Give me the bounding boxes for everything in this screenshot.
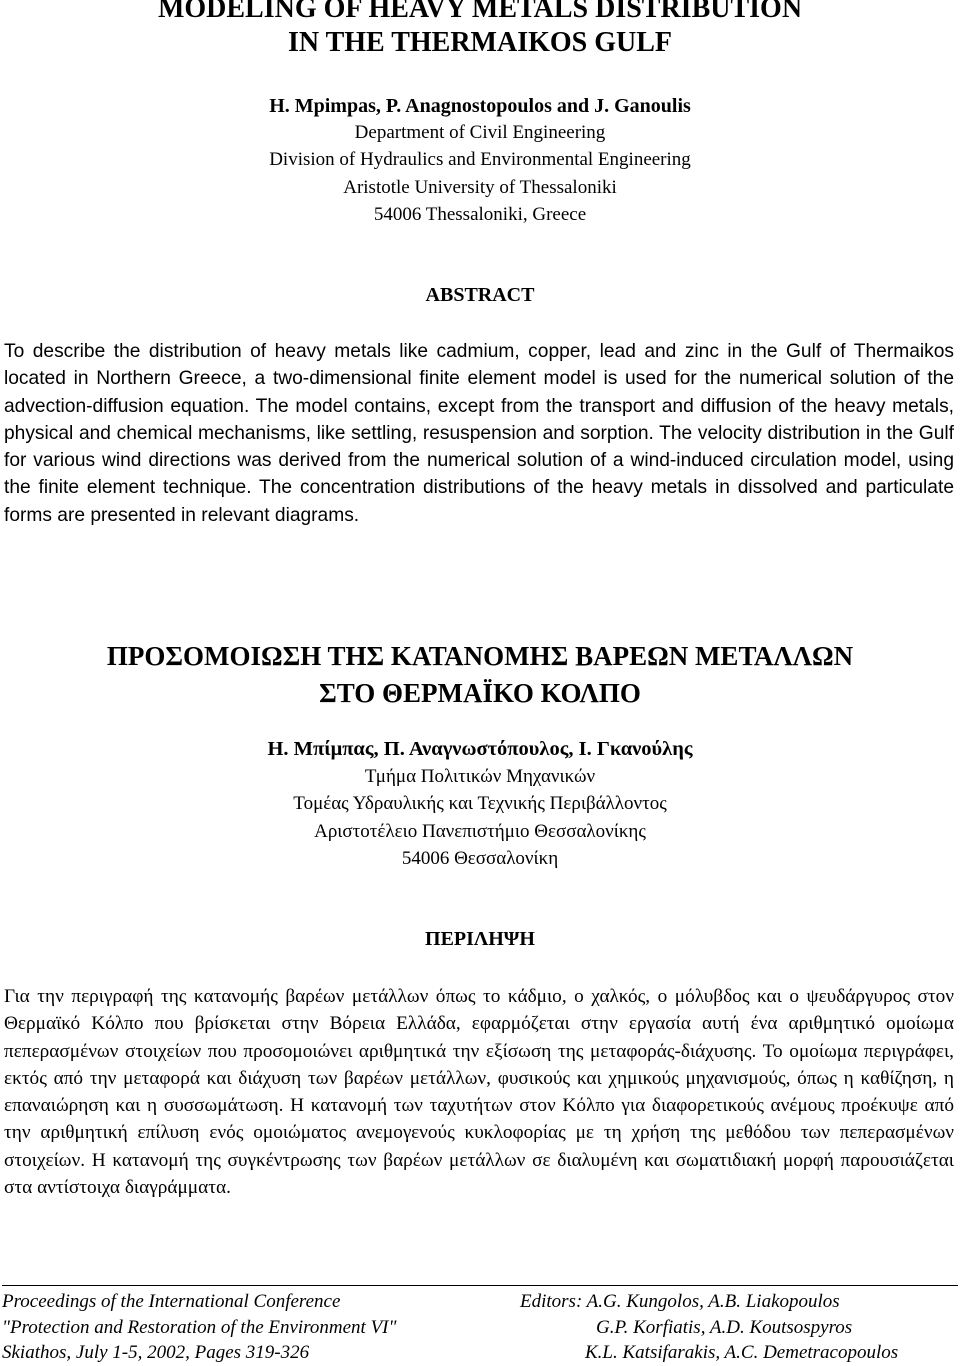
footer-line: K.L. Katsifarakis, A.C. Demetracopoulos (585, 1342, 899, 1363)
affiliation-line: Aristotle University of Thessaloniki (343, 176, 617, 198)
greek-abstract-text: Για την περιγραφή της κατανομής βαρέων μετάλλων όπως το κάδμιο, ο χαλκός, ο μόλυβδος και ο ψευδάργυρος στον Θερμαϊκό Κόλπο που βρίσκεται στην Βόρεια Ελλάδα, εφαρμόζεται στην εργασία αυτή ένα αριθμητικό ομοίωμα πεπερασμένων στοιχείων που προσομοιώνει αριθμητικά την εξίσωση της μεταφοράς-διάχυσης. Το ομοίωμα περιγράφει, εκτός από την μεταφορά και διάχυση των βαρέων μετάλλων, φυσικούς και χημικούς μηχανισμούς, όπως η καθίζηση, η επαναιώρηση και η συσσωμάτωση. Η κατανομή των ταχυτήτων στον Κόλπο για διαφορετικούς ανέμους προέκυψε από την αριθμητική επίλυση ενός ομοιώματος ανεμογενούς κυκλοφορίας με τη χρήση της μεθόδου των πεπερασμένων στοιχείων. Η κατανομή της συγκέντρωσης των βαρέων μετάλλων σε διαλυμένη και σωματιδιακή μορφή παρουσιάζεται στα αντίστοιχα διαγράμματα. (4, 986, 954, 1199)
affiliation-line: 54006 Thessaloniki, Greece (373, 203, 587, 225)
english-affiliation (0, 119, 960, 228)
english-title-line-1: MODELING OF HEAVY METALS DISTRIBUTION (157, 0, 803, 24)
footer-line: Editors: A.G. Kungolos, A.B. Liakopoulos (520, 1291, 840, 1312)
affiliation-line: 54006 Θεσσαλονίκη (401, 847, 559, 869)
greek-title-line-1: ΠΡΟΣΟΜΟΙΩΣΗ ΤΗΣ ΚΑΤΑΝΟΜΗΣ ΒΑΡΕΩΝ ΜΕΤΑΛΛΩΝ (106, 641, 854, 671)
greek-title (0, 638, 960, 712)
affiliation-line: Αριστοτέλειο Πανεπιστήμιο Θεσσαλονίκης (314, 820, 646, 842)
affiliation-line: Division of Hydraulics and Environmental Engineering (269, 149, 691, 171)
abstract-text: To describe the distribution of heavy metals like cadmium, copper, lead and zinc in the Gulf of Thermaikos located in Northern Greece, a two-dimensional finite element model is used for the numerical solution of the advection-diffusion equation. The model contains, except from the transport and diffusion of the heavy metals, physical and chemical mechanisms, like settling, resuspension and sorption. The velocity distribution in the Gulf for various wind directions was derived from the numerical solution of a wind-induced circulation model, using the finite element technique. The concentration distributions of the heavy metals in dissolved and particulate forms are presented in relevant diagrams. (4, 341, 954, 526)
abstract-heading: ABSTRACT (425, 284, 535, 306)
english-title-line-2: IN THE THERMAIKOS GULF (287, 27, 673, 58)
footer-line: G.P. Korfiatis, A.D. Koutsospyros (596, 1316, 853, 1338)
footer-line: Proceedings of the International Conference (2, 1291, 341, 1312)
greek-authors: Η. Μπίμπας, Π. Αναγνωστόπουλος, Ι. Γκανούλης (267, 738, 693, 760)
footer-editors (520, 1289, 956, 1366)
greek-abstract-heading: ΠΕΡΙΛΗΨΗ (425, 928, 535, 950)
greek-title-line-2: ΣΤΟ ΘΕΡΜΑΪΚΟ ΚΟΛΠΟ (319, 678, 641, 708)
affiliation-line: Τμήμα Πολιτικών Μηχανικών (364, 766, 596, 787)
english-authors: H. Mpimpas, P. Anagnostopoulos and J. Ganoulis (269, 95, 691, 117)
english-title (0, 0, 960, 60)
footer-line: Skiathos, July 1-5, 2002, Pages 319-326 (2, 1342, 310, 1363)
footer-line: "Protection and Restoration of the Environment VI" (2, 1316, 397, 1338)
affiliation-line: Department of Civil Engineering (354, 122, 606, 143)
greek-affiliation (0, 763, 960, 872)
affiliation-line: Τομέας Υδραυλικής και Τεχνικής Περιβάλλοντος (293, 793, 667, 815)
footer-divider (2, 1285, 958, 1286)
footer-proceedings (2, 1289, 396, 1366)
